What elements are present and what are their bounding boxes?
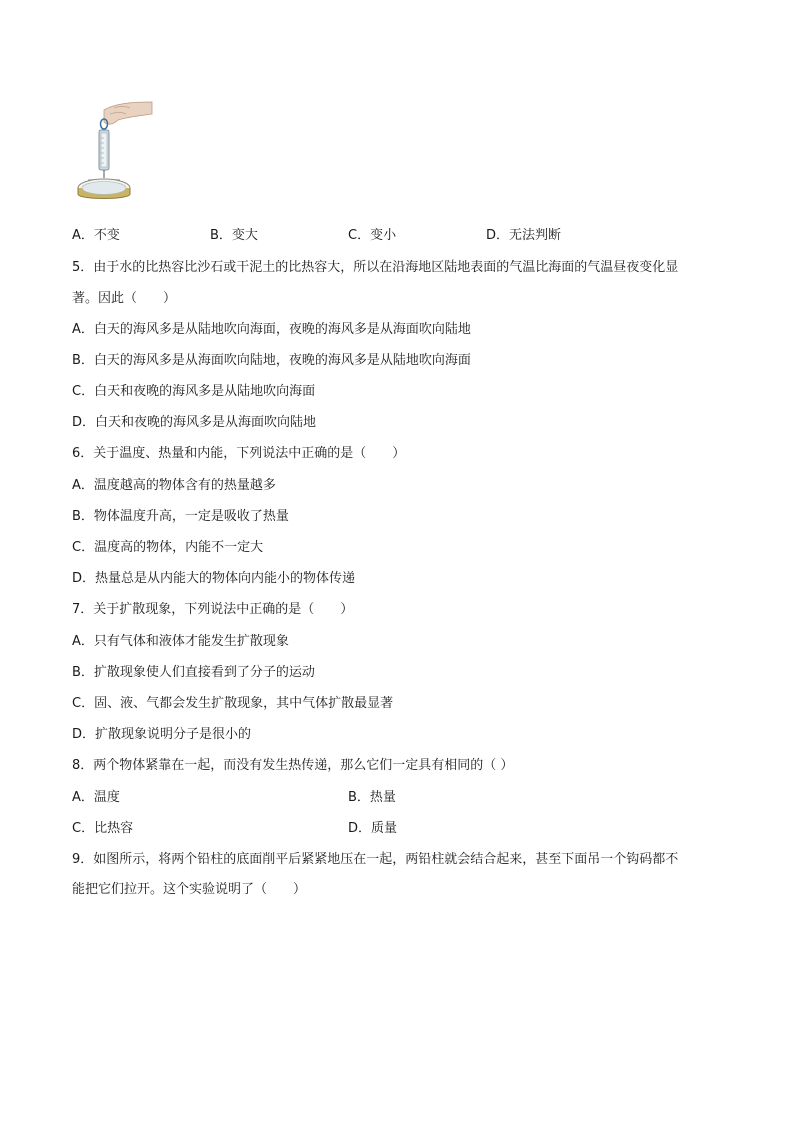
q7-option-d: D．扩散现象说明分子是很小的 <box>72 727 252 742</box>
q5-option-a: A．白天的海风多是从陆地吹向海面，夜晚的海风多是从海面吹向陆地 <box>72 322 471 337</box>
q6-stem: 6．关于温度、热量和内能，下列说法中正确的是（ ） <box>72 446 406 461</box>
q5-option-c: C．白天和夜晚的海风多是从陆地吹向海面 <box>72 384 316 399</box>
q8-option-c: C．比热容 <box>72 821 134 836</box>
q4-option-b: B．变大 <box>210 228 258 243</box>
q4-option-c: C．变小 <box>348 228 397 243</box>
q8-option-a: A．温度 <box>72 790 120 805</box>
q6-option-b: B．物体温度升高，一定是吸收了热量 <box>72 509 289 524</box>
q8-option-b: B．热量 <box>348 790 396 805</box>
q5-option-d: D．白天和夜晚的海风多是从海面吹向陆地 <box>72 415 317 430</box>
q6-option-d: D．热量总是从内能大的物体向内能小的物体传递 <box>72 571 356 586</box>
q5-stem-line1: 5．由于水的比热容比沙石或干泥土的比热容大，所以在沿海地区陆地表面的气温比海面的气温昼夜变化显 <box>72 260 679 275</box>
q6-option-a: A．温度越高的物体含有的热量越多 <box>72 478 276 493</box>
q5-option-b: B．白天的海风多是从海面吹向陆地，夜晚的海风多是从陆地吹向海面 <box>72 353 471 368</box>
q9-stem-line1: 9．如图所示，将两个铅柱的底面削平后紧紧地压在一起，两铅柱就会结合起来，甚至下面吊一个钩码都不 <box>72 852 679 867</box>
q7-option-c: C．固、液、气都会发生扩散现象，其中气体扩散最显著 <box>72 696 394 711</box>
spring-scale-illustration <box>74 100 154 208</box>
q7-option-a: A．只有气体和液体才能发生扩散现象 <box>72 634 289 649</box>
q7-option-b: B．扩散现象使人们直接看到了分子的运动 <box>72 665 315 680</box>
q4-option-a: A．不变 <box>72 228 120 243</box>
q4-option-d: D．无法判断 <box>486 228 562 243</box>
q7-stem: 7．关于扩散现象，下列说法中正确的是（ ） <box>72 602 354 617</box>
q5-stem-line2: 著。因此（ ） <box>72 291 177 306</box>
q8-stem: 8．两个物体紧靠在一起，而没有发生热传递，那么它们一定具有相同的（ ） <box>72 758 514 773</box>
q8-option-d: D．质量 <box>348 821 398 836</box>
q6-option-c: C．温度高的物体，内能不一定大 <box>72 540 264 555</box>
q9-stem-line2: 能把它们拉开。这个实验说明了（ ） <box>72 882 307 897</box>
